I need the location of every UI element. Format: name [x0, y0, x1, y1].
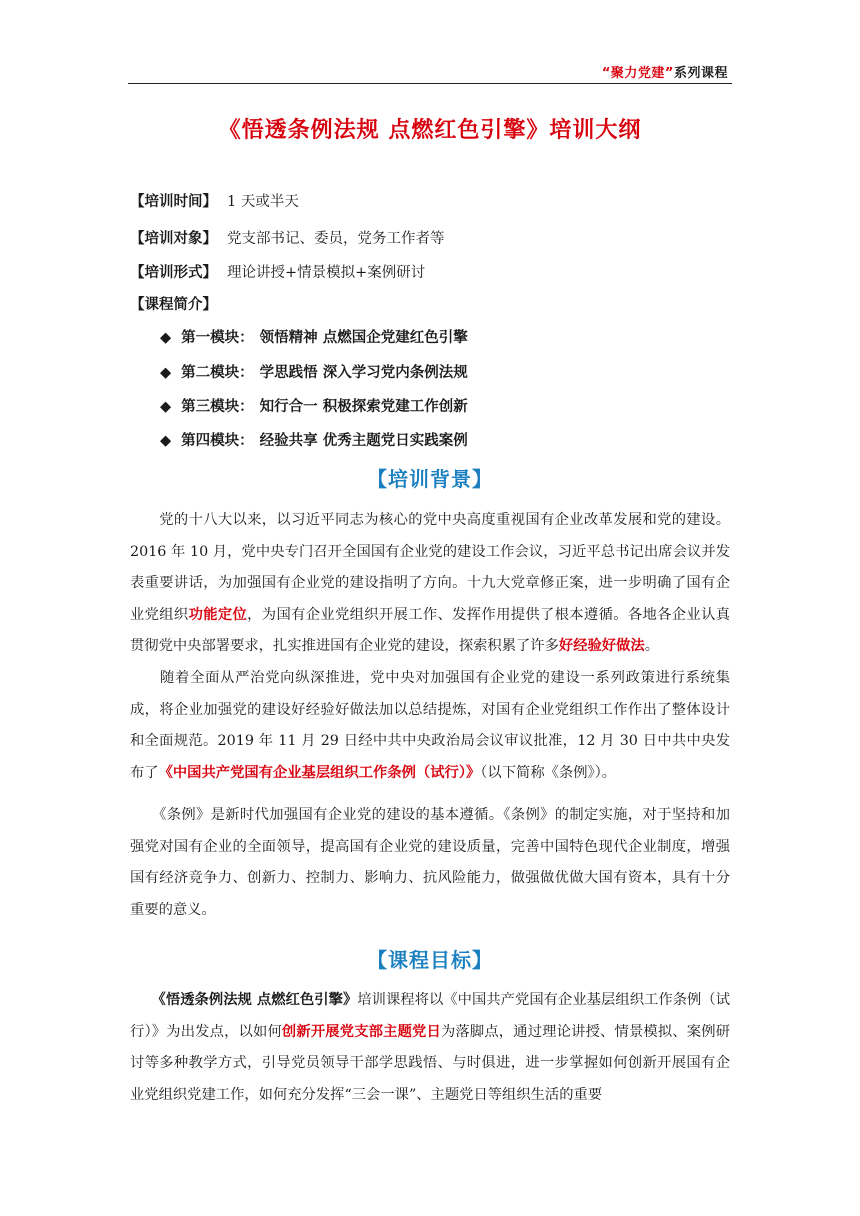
info-row-format [130, 261, 425, 282]
text-run: 《条例》是新时代加强国有企业党的建设的基本遵循。《条例》的制定实施，对于坚持和加强党对国有企业的全面领导，提高国有企业党的建设质量，完善中国特色现代企业制度，增强国有经济竞争力、创新力、控制力、影响力、抗风险能力，做强做优做大国有资本，具有十分重要的意义。 [130, 807, 730, 918]
module-desc: 学思践悟 深入学习党内条例法规 [259, 365, 468, 381]
goal-paragraph [130, 985, 730, 1111]
highlight-function-position: 功能定位 [188, 606, 248, 623]
text-run: 。 [644, 638, 659, 654]
background-paragraph-3 [130, 800, 730, 926]
module-name: 第三模块： [181, 399, 254, 415]
module-name: 第二模块： [181, 365, 254, 381]
module-item [160, 361, 468, 382]
diamond-bullet-icon: ◆ [160, 399, 172, 415]
text-run: ，为国有企业党组织开展工作、发挥作用提供了根本遵循。各地各企业认真贯彻党中央部署要求，扎实推进国有企业党的建设，探索积累了许多 [130, 606, 731, 654]
module-desc: 经验共享 优秀主题党日实践案例 [259, 433, 468, 449]
module-item [160, 395, 468, 416]
module-item [160, 429, 468, 450]
info-key: 【培训对象】 [130, 231, 217, 247]
background-paragraph-1 [130, 505, 730, 663]
info-value: 理论讲授+情景模拟+案例研讨 [227, 265, 426, 281]
diamond-bullet-icon: ◆ [160, 365, 172, 381]
module-name: 第四模块： [181, 433, 254, 449]
text-run: 培训课程将以《中国共产党国有企业基层组织工作条例（试行）》为出发点，以如何 [130, 992, 731, 1040]
info-row-intro [130, 293, 217, 314]
highlight-regulation-title: 《中国共产党国有企业基层组织工作条例（试行）》 [158, 764, 481, 781]
diamond-bullet-icon: ◆ [160, 330, 172, 346]
header-suffix: 系列课程 [673, 66, 728, 81]
text-run: （以下简称《条例》）。 [480, 764, 617, 781]
text-run: 随着全面从严治党向纵深推进，党中央对加强国有企业党的建设一系列政策进行系统集成，将企业加强党的建设好经验好做法加以总结提炼，对国有企业党组织工作作出了整体设计和全面规范。2019 年 11 月 29 日经中共中央政治局会议审议批准，12 月 30 日中共中央发布了 [130, 670, 730, 781]
module-desc: 领悟精神 点燃国企党建红色引擎 [259, 330, 468, 346]
text-run: 为落脚点，通过理论讲授、情景模拟、案例研讨等多种教学方式，引导党员领导干部学思践悟、与时俱进，进一步掌握如何创新开展国有企业党组织党建工作，如何充分发挥“三会一课”、主题党日等组织生活的重要 [130, 1023, 730, 1103]
diamond-bullet-icon: ◆ [160, 433, 172, 449]
info-row-audience [130, 227, 445, 248]
module-desc: 知行合一 积极探索党建工作创新 [259, 399, 468, 415]
course-name: 《悟透条例法规 点燃红色引擎》 [158, 992, 358, 1008]
info-value: 党支部书记、委员，党务工作者等 [227, 231, 445, 247]
module-name: 第一模块： [181, 330, 254, 346]
header-divider [128, 83, 732, 84]
page-header [602, 62, 728, 81]
info-value: 1 天或半天 [227, 194, 299, 210]
header-series-name: “聚力党建” [601, 66, 674, 81]
section-heading-goal: 【课程目标】 [367, 948, 493, 972]
module-item [160, 326, 468, 347]
text-run [130, 992, 159, 1008]
document-title: 《悟透条例法规 点燃红色引擎》培训大纲 [218, 118, 642, 143]
info-key: 【课程简介】 [130, 297, 217, 313]
background-paragraph-2 [130, 663, 730, 789]
section-heading-background: 【培训背景】 [367, 467, 493, 491]
text-run: 党的十八大以来，以习近平同志为核心的党中央高度重视国有企业改革发展和党的建设。2016 年 10 月，党中央专门召开全国国有企业党的建设工作会议，习近平总书记出席会议并发表重要讲话，为加强国有企业党的建设指明了方向。十九大党章修正案，进一步明确了国有企业党组织 [130, 512, 730, 623]
info-row-time [130, 190, 299, 211]
info-key: 【培训时间】 [130, 194, 217, 210]
highlight-good-practices: 好经验好做法 [558, 638, 645, 654]
highlight-theme-day: 创新开展党支部主题党日 [281, 1023, 441, 1040]
info-key: 【培训形式】 [130, 265, 217, 281]
